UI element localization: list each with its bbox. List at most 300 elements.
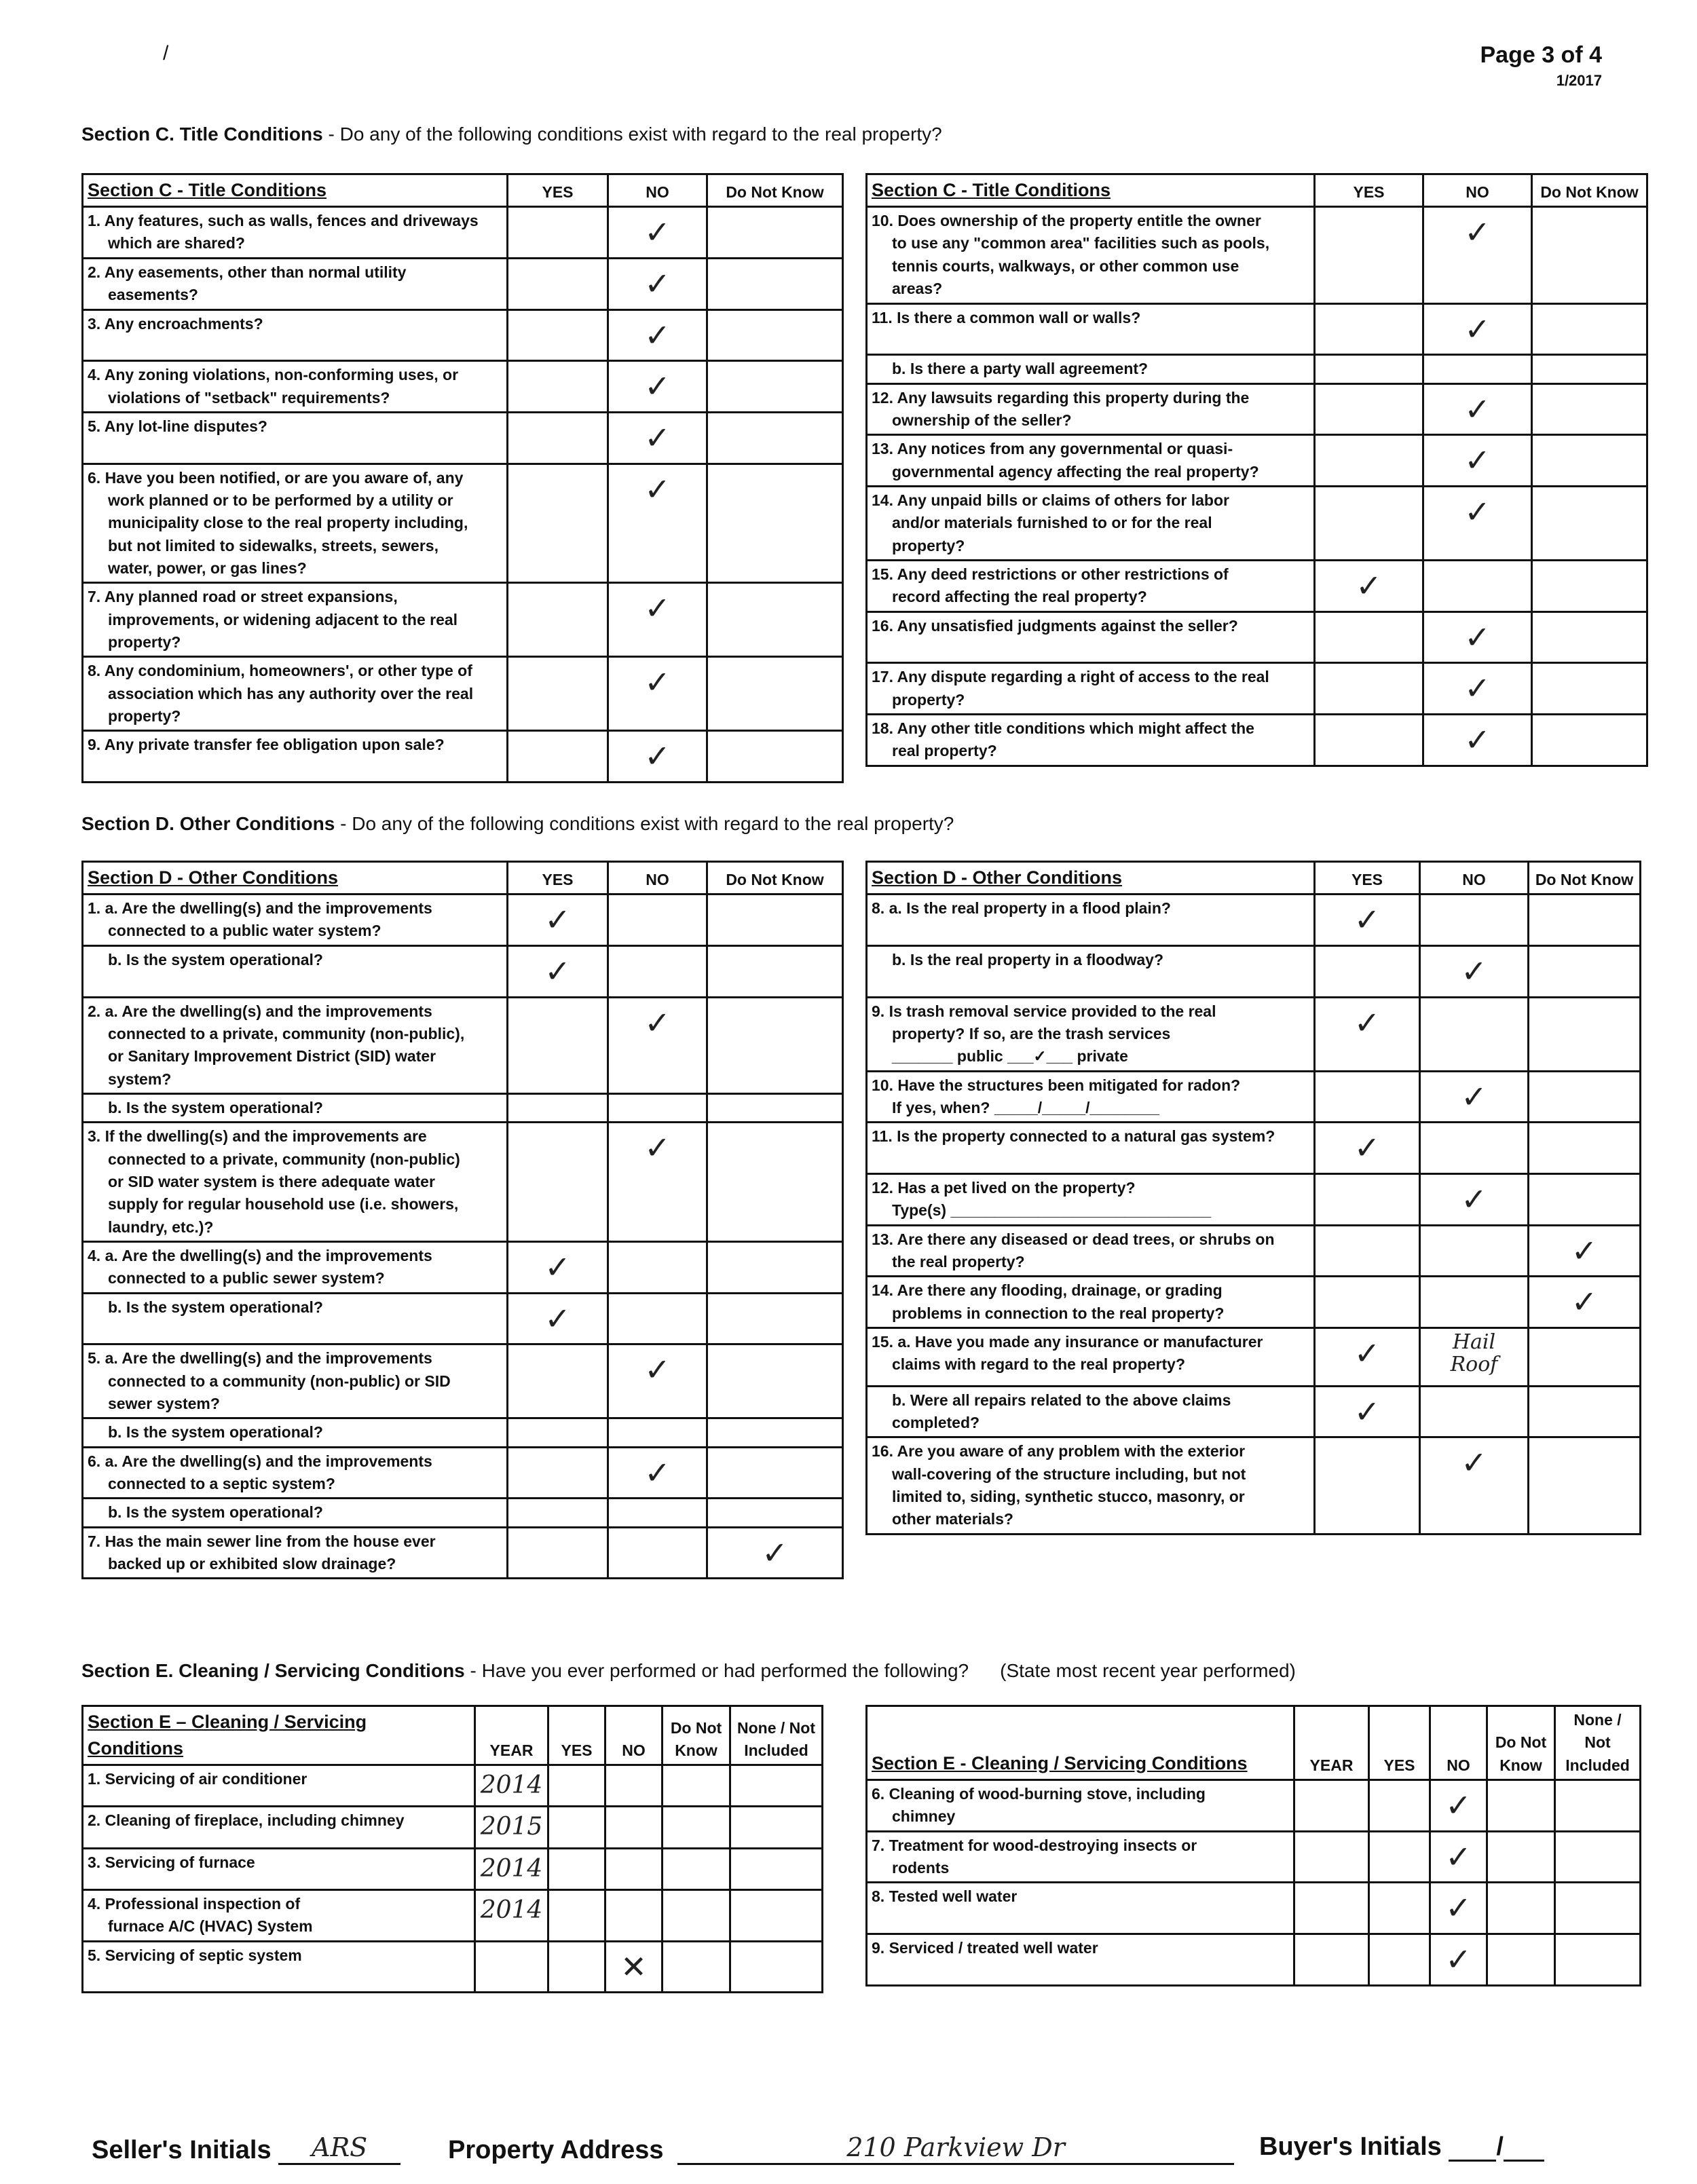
question-text: 5. Any lot-line disputes? (83, 412, 508, 464)
answer-cell-no (605, 1848, 663, 1889)
answer-cell-no (1423, 303, 1532, 355)
question-text: 3. Any encroachments? (83, 309, 508, 361)
table-row (83, 1889, 823, 1941)
table-row (83, 1527, 843, 1579)
table-row (83, 1848, 823, 1889)
section-c-table-right (865, 173, 1648, 767)
answer-cell-yes (508, 1418, 608, 1447)
answer-cell-yes (508, 1447, 608, 1499)
answer-cell-dnk (707, 361, 843, 413)
checkmark-icon: ✓ (1464, 618, 1491, 656)
answer-cell-yes (1315, 435, 1423, 487)
question-text: 8. a. Is the real property in a flood plain? (867, 895, 1315, 946)
answer-cell-yes (508, 1241, 608, 1293)
answer-cell-dnk (707, 464, 843, 583)
year-cell: 2014 (475, 1848, 548, 1889)
property-address-value: 210 Parkview Dr (846, 2132, 1065, 2162)
buyer-initials: Buyer's Initials / (1259, 2132, 1544, 2162)
checkmark-icon: ✓ (1464, 310, 1491, 347)
answer-cell-dnk (707, 1093, 843, 1122)
question-text: 1. a. Are the dwelling(s) and the improvements connected to a public water system? (83, 895, 508, 946)
checkmark-icon: ✓ (1461, 1444, 1487, 1482)
table-row (83, 583, 843, 657)
answer-cell-no (608, 207, 707, 259)
answer-cell-dnk (1532, 560, 1647, 611)
checkmark-icon: ✓ (1464, 721, 1491, 759)
answer-cell-yes (508, 361, 608, 413)
answer-cell-no (608, 657, 707, 731)
answer-cell-dnk (1532, 303, 1647, 355)
answer-cell-no (1420, 1173, 1529, 1225)
year-cell (1294, 1934, 1369, 1986)
answer-cell-yes (508, 583, 608, 657)
year-cell (1294, 1883, 1369, 1934)
answer-cell-none (1555, 1934, 1641, 1986)
answer-cell-no (608, 464, 707, 583)
answer-cell-yes (1315, 1328, 1420, 1386)
question-text: 18. Any other title conditions which might affect the real property? (867, 715, 1315, 766)
answer-cell-no (608, 895, 707, 946)
answer-cell-no (1430, 1831, 1487, 1883)
question-text: 2. Cleaning of fireplace, including chimney (83, 1807, 475, 1848)
answer-cell-yes (1315, 997, 1420, 1071)
checkmark-icon: ✓ (644, 1129, 671, 1167)
answer-cell-yes (1369, 1883, 1430, 1934)
answer-cell-yes (508, 1499, 608, 1527)
checkmark-icon: ✓ (762, 1534, 788, 1571)
section-d-table-right (865, 861, 1641, 1535)
answer-cell-dnk (1529, 997, 1641, 1071)
answer-cell-yes (508, 1123, 608, 1242)
answer-cell-none (1555, 1831, 1641, 1883)
answer-cell-no (1420, 1225, 1529, 1277)
answer-cell-no (1420, 1437, 1529, 1534)
checkmark-icon: ✓ (644, 1454, 671, 1491)
checkmark-icon: ✓ (544, 901, 571, 939)
col-no: NO (608, 174, 707, 207)
table-row (867, 383, 1647, 435)
question-text: b. Is there a party wall agreement? (867, 355, 1315, 383)
table-row (867, 355, 1647, 383)
question-text: 14. Are there any flooding, drainage, or grading problems in connection to the real property? (867, 1277, 1315, 1328)
answer-cell-no (608, 1418, 707, 1447)
col-no: NO (1423, 174, 1532, 207)
form-date: 1/2017 (1556, 72, 1602, 89)
section-e-table-right (865, 1705, 1641, 1987)
checkmark-icon: ✓ (1461, 952, 1487, 990)
answer-cell-no (608, 412, 707, 464)
answer-cell-no (605, 1807, 663, 1848)
question-text: 12. Has a pet lived on the property? Type(s) ______________________________ (867, 1173, 1315, 1225)
answer-cell-dnk (1532, 486, 1647, 560)
checkmark-icon: ✓ (1461, 1078, 1487, 1115)
checkmark-icon: ✓ (644, 470, 671, 508)
answer-cell-dnk (707, 657, 843, 731)
answer-cell-yes (1315, 560, 1423, 611)
answer-cell-no (1423, 383, 1532, 435)
answer-cell-dnk (1487, 1780, 1555, 1832)
answer-cell-yes (1315, 1277, 1420, 1328)
question-text: 11. Is the property connected to a natural gas system? (867, 1123, 1315, 1174)
answer-cell-dnk (1529, 945, 1641, 997)
checkmark-icon: ✓ (1464, 670, 1491, 707)
question-text: 4. Professional inspection of furnace A/C (HVAC) System (83, 1889, 475, 1941)
question-text: 3. Servicing of furnace (83, 1848, 475, 1889)
answer-cell-dnk (1529, 1437, 1641, 1534)
answer-cell-none (730, 1765, 823, 1807)
table-row (83, 1418, 843, 1447)
checkmark-icon: ✓ (644, 738, 671, 775)
answer-cell-yes (1315, 945, 1420, 997)
col-yes: YES (1315, 174, 1423, 207)
question-text: 5. a. Are the dwelling(s) and the improvements connected to a community (non-public) or SID sewer system? (83, 1344, 508, 1418)
section-e-title: Section E - Cleaning / Servicing Conditions (867, 1706, 1294, 1780)
answer-cell-dnk (1532, 611, 1647, 663)
answer-cell-dnk (707, 207, 843, 259)
answer-cell-dnk (1529, 1123, 1641, 1174)
checkmark-icon: ✓ (644, 316, 671, 354)
answer-cell-yes (548, 1765, 605, 1807)
answer-cell-none (1555, 1780, 1641, 1832)
table-row (867, 486, 1647, 560)
col-yes: YES (508, 862, 608, 895)
answer-cell-yes (508, 464, 608, 583)
section-c-title: Section C - Title Conditions (83, 174, 508, 207)
answer-cell-no (1420, 895, 1529, 946)
table-row (83, 657, 843, 731)
answer-cell-no (608, 731, 707, 783)
answer-cell-no (608, 258, 707, 309)
table-row (867, 1071, 1641, 1123)
col-dnk: Do Not Know (663, 1706, 730, 1765)
section-d-title: Section D - Other Conditions (867, 862, 1315, 895)
table-row (867, 1328, 1641, 1386)
answer-cell-no (608, 1093, 707, 1122)
answer-cell-dnk (663, 1848, 730, 1889)
checkmark-icon: ✓ (1464, 493, 1491, 530)
year-cell (1294, 1780, 1369, 1832)
checkmark-icon: ✓ (544, 952, 571, 990)
answer-cell-no (1423, 435, 1532, 487)
answer-cell-dnk (707, 1344, 843, 1418)
answer-cell-dnk (1487, 1883, 1555, 1934)
stray-mark: / (163, 42, 169, 64)
answer-cell-no (1420, 997, 1529, 1071)
question-text: 15. Any deed restrictions or other restrictions of record affecting the real property? (867, 560, 1315, 611)
answer-cell-dnk (707, 1123, 843, 1242)
answer-cell-yes (508, 1093, 608, 1122)
checkmark-icon: ✓ (1354, 1004, 1381, 1041)
table-row (867, 1173, 1641, 1225)
answer-cell-dnk (707, 258, 843, 309)
answer-cell-no (1423, 663, 1532, 715)
col-dnk: Do Not Know (707, 862, 843, 895)
table-row (83, 997, 843, 1093)
checkmark-icon: ✓ (544, 1300, 571, 1337)
answer-cell-yes (1315, 486, 1423, 560)
table-row (867, 1780, 1641, 1832)
checkmark-icon: ✓ (1354, 1334, 1381, 1372)
question-text: 7. Any planned road or street expansions, improvements, or widening adjacent to the real property? (83, 583, 508, 657)
question-text: b. Is the system operational? (83, 1093, 508, 1122)
section-e-heading: Section E. Cleaning / Servicing Conditions - Have you ever performed or had performed the following? (State most recent year performed) (81, 1660, 1296, 1681)
checkmark-icon: ✓ (1445, 1889, 1472, 1927)
col-no: NO (1420, 862, 1529, 895)
checkmark-icon: ✓ (544, 1248, 571, 1285)
answer-cell-yes (1315, 355, 1423, 383)
table-row (83, 309, 843, 361)
question-text: 8. Any condominium, homeowners', or other type of association which has any authority over the real property? (83, 657, 508, 731)
answer-cell-dnk (1532, 207, 1647, 303)
table-row (867, 895, 1641, 946)
answer-cell-dnk (1529, 895, 1641, 946)
seller-initials: Seller's Initials ARS (92, 2132, 400, 2165)
table-row (867, 560, 1647, 611)
question-text: 3. If the dwelling(s) and the improvements are connected to a private, community (non-public) or SID water system is there adequate water supply for regular household use (i.e. showers, laundry, etc.)? (83, 1123, 508, 1242)
answer-cell-dnk (707, 1293, 843, 1344)
answer-cell-yes (508, 895, 608, 946)
answer-cell-yes (1315, 1071, 1420, 1123)
answer-cell-yes (1315, 1173, 1420, 1225)
question-text: 1. Any features, such as walls, fences and driveways which are shared? (83, 207, 508, 259)
section-d-table-left (81, 861, 844, 1579)
question-text: b. Is the system operational? (83, 945, 508, 997)
question-text: 2. Any easements, other than normal utility easements? (83, 258, 508, 309)
answer-cell-dnk (663, 1889, 730, 1941)
checkmark-icon: ✓ (1464, 442, 1491, 479)
question-text: 9. Any private transfer fee obligation upon sale? (83, 731, 508, 783)
col-dnk: Do Not Know (1532, 174, 1647, 207)
answer-cell-no (608, 997, 707, 1093)
col-none: None / Not Included (1555, 1706, 1641, 1780)
answer-cell-dnk (707, 583, 843, 657)
answer-cell-yes (508, 309, 608, 361)
answer-cell-no (608, 1241, 707, 1293)
answer-cell-no (1420, 1123, 1529, 1174)
answer-cell-dnk (707, 412, 843, 464)
table-row (867, 611, 1647, 663)
answer-cell-dnk (1529, 1277, 1641, 1328)
checkmark-icon: ✓ (1354, 901, 1381, 939)
table-row (867, 1437, 1641, 1534)
question-text: 4. a. Are the dwelling(s) and the improvements connected to a public sewer system? (83, 1241, 508, 1293)
table-row (83, 1123, 843, 1242)
answer-cell-yes (1315, 1386, 1420, 1437)
table-row (83, 207, 843, 259)
answer-cell-no (1420, 945, 1529, 997)
answer-cell-dnk (707, 309, 843, 361)
table-row (83, 895, 843, 946)
col-year: YEAR (475, 1706, 548, 1765)
table-row (83, 1344, 843, 1418)
col-yes: YES (1369, 1706, 1430, 1780)
checkmark-icon: ✓ (644, 664, 671, 701)
answer-cell-dnk (707, 731, 843, 783)
question-text: 9. Serviced / treated well water (867, 1934, 1294, 1986)
section-c-table-left (81, 173, 844, 783)
question-text: 14. Any unpaid bills or claims of others for labor and/or materials furnished to or for the real property? (867, 486, 1315, 560)
answer-cell-no (1430, 1883, 1487, 1934)
col-yes: YES (508, 174, 608, 207)
year-cell (1294, 1831, 1369, 1883)
checkmark-icon: ✓ (1356, 567, 1382, 604)
answer-cell-dnk (1529, 1071, 1641, 1123)
answer-cell-dnk (1487, 1831, 1555, 1883)
answer-cell-dnk (1532, 663, 1647, 715)
question-text: b. Is the system operational? (83, 1499, 508, 1527)
checkmark-icon: ✓ (644, 265, 671, 302)
answer-cell-dnk (1529, 1386, 1641, 1437)
question-text: b. Is the system operational? (83, 1418, 508, 1447)
table-row (83, 1093, 843, 1122)
answer-cell-none (730, 1941, 823, 1993)
answer-cell-no (1420, 1328, 1529, 1386)
col-year: YEAR (1294, 1706, 1369, 1780)
answer-cell-yes (1369, 1831, 1430, 1883)
answer-cell-yes (548, 1889, 605, 1941)
checkmark-icon: ✓ (1464, 214, 1491, 251)
answer-cell-dnk (1532, 383, 1647, 435)
answer-cell-yes (1315, 611, 1423, 663)
section-e-title: Section E – Cleaning / Servicing Conditions (83, 1706, 475, 1765)
table-row (867, 945, 1641, 997)
answer-cell-dnk (707, 1447, 843, 1499)
answer-cell-yes (1315, 303, 1423, 355)
answer-cell-yes (548, 1807, 605, 1848)
question-text: b. Is the system operational? (83, 1293, 508, 1344)
question-text: 9. Is trash removal service provided to the real property? If so, are the trash services _______ public ___✓___ private (867, 997, 1315, 1071)
question-text: 13. Are there any diseased or dead trees, or shrubs on the real property? (867, 1225, 1315, 1277)
year-cell: 2015 (475, 1807, 548, 1848)
answer-cell-yes (508, 1344, 608, 1418)
checkmark-icon: ✓ (1445, 1787, 1472, 1824)
col-no: NO (608, 862, 707, 895)
checkmark-icon: ✓ (1445, 1941, 1472, 1978)
table-row (867, 1883, 1641, 1934)
answer-cell-no (608, 1527, 707, 1579)
col-dnk: Do Not Know (1487, 1706, 1555, 1780)
answer-cell-no (605, 1889, 663, 1941)
table-row (83, 1241, 843, 1293)
question-text: 1. Servicing of air conditioner (83, 1765, 475, 1807)
col-yes: YES (1315, 862, 1420, 895)
checkmark-icon: ✓ (644, 419, 671, 456)
checkmark-icon: ✓ (644, 590, 671, 627)
table-row (83, 945, 843, 997)
col-dnk: Do Not Know (1529, 862, 1641, 895)
answer-cell-yes (508, 731, 608, 783)
answer-cell-dnk (1532, 435, 1647, 487)
answer-cell-none (730, 1848, 823, 1889)
answer-cell-dnk (707, 895, 843, 946)
answer-cell-none (730, 1889, 823, 1941)
answer-cell-no (608, 361, 707, 413)
answer-cell-no (608, 309, 707, 361)
col-yes: YES (548, 1706, 605, 1765)
col-no: NO (605, 1706, 663, 1765)
answer-cell-yes (1315, 1123, 1420, 1174)
answer-cell-no (1423, 611, 1532, 663)
checkmark-icon: ✓ (644, 1004, 671, 1041)
table-row (83, 1765, 823, 1807)
question-text: 16. Any unsatisfied judgments against the seller? (867, 611, 1315, 663)
table-row (83, 1447, 843, 1499)
question-text: 11. Is there a common wall or walls? (867, 303, 1315, 355)
answer-cell-dnk (1529, 1225, 1641, 1277)
answer-cell-dnk (707, 945, 843, 997)
question-text: 6. a. Are the dwelling(s) and the improvements connected to a septic system? (83, 1447, 508, 1499)
answer-cell-dnk (663, 1765, 730, 1807)
table-row (867, 207, 1647, 303)
question-text: 17. Any dispute regarding a right of access to the real property? (867, 663, 1315, 715)
question-text: 7. Has the main sewer line from the house ever backed up or exhibited slow drainage? (83, 1527, 508, 1579)
page-number: Page 3 of 4 (1480, 42, 1602, 68)
answer-cell-yes (508, 657, 608, 731)
answer-cell-no (608, 945, 707, 997)
answer-cell-yes (1315, 383, 1423, 435)
answer-cell-yes (1315, 895, 1420, 946)
answer-cell-dnk (707, 997, 843, 1093)
seller-initials-value: ARS (312, 2132, 368, 2162)
table-row (867, 715, 1647, 766)
answer-cell-yes (1315, 663, 1423, 715)
checkmark-icon: ✓ (644, 1351, 671, 1389)
property-address: Property Address 210 Parkview Dr (448, 2132, 1234, 2165)
answer-cell-yes (1315, 715, 1423, 766)
table-row (867, 1934, 1641, 1986)
table-row (83, 258, 843, 309)
answer-cell-yes (1315, 1437, 1420, 1534)
answer-cell-dnk (1487, 1934, 1555, 1986)
table-row (83, 731, 843, 783)
answer-cell-yes (1369, 1780, 1430, 1832)
table-row (867, 1123, 1641, 1174)
answer-cell-dnk (707, 1499, 843, 1527)
answer-cell-dnk (663, 1941, 730, 1993)
question-text: 10. Have the structures been mitigated for radon? If yes, when? _____/_____/________ (867, 1071, 1315, 1123)
answer-cell-dnk (1532, 355, 1647, 383)
answer-cell-dnk (1529, 1173, 1641, 1225)
col-none: None / Not Included (730, 1706, 823, 1765)
table-row (867, 1225, 1641, 1277)
question-text: 15. a. Have you made any insurance or manufacturer claims with regard to the real property? (867, 1328, 1315, 1386)
year-cell: 2014 (475, 1765, 548, 1807)
table-row (83, 1807, 823, 1848)
checkmark-icon: ✓ (1571, 1232, 1598, 1269)
checkmark-icon: ✓ (644, 214, 671, 251)
answer-cell-no (1420, 1277, 1529, 1328)
table-row (867, 303, 1647, 355)
answer-cell-dnk (707, 1241, 843, 1293)
year-cell: 2014 (475, 1889, 548, 1941)
answer-cell-no (605, 1765, 663, 1807)
checkmark-icon: ✓ (1354, 1393, 1381, 1430)
table-row (83, 361, 843, 413)
col-no: NO (1430, 1706, 1487, 1780)
question-text: 5. Servicing of septic system (83, 1941, 475, 1993)
answer-cell-no (1430, 1780, 1487, 1832)
section-e-table-left (81, 1705, 823, 1993)
table-row (867, 997, 1641, 1071)
table-row (867, 1277, 1641, 1328)
section-c-heading: Section C. Title Conditions - Do any of the following conditions exist with regard to the real property? (81, 124, 942, 145)
section-d-heading: Section D. Other Conditions - Do any of the following conditions exist with regard to the real property? (81, 813, 954, 834)
checkmark-icon: ✓ (1571, 1283, 1598, 1321)
col-dnk: Do Not Know (707, 174, 843, 207)
answer-cell-no (1423, 715, 1532, 766)
table-row (867, 663, 1647, 715)
table-row (83, 1293, 843, 1344)
